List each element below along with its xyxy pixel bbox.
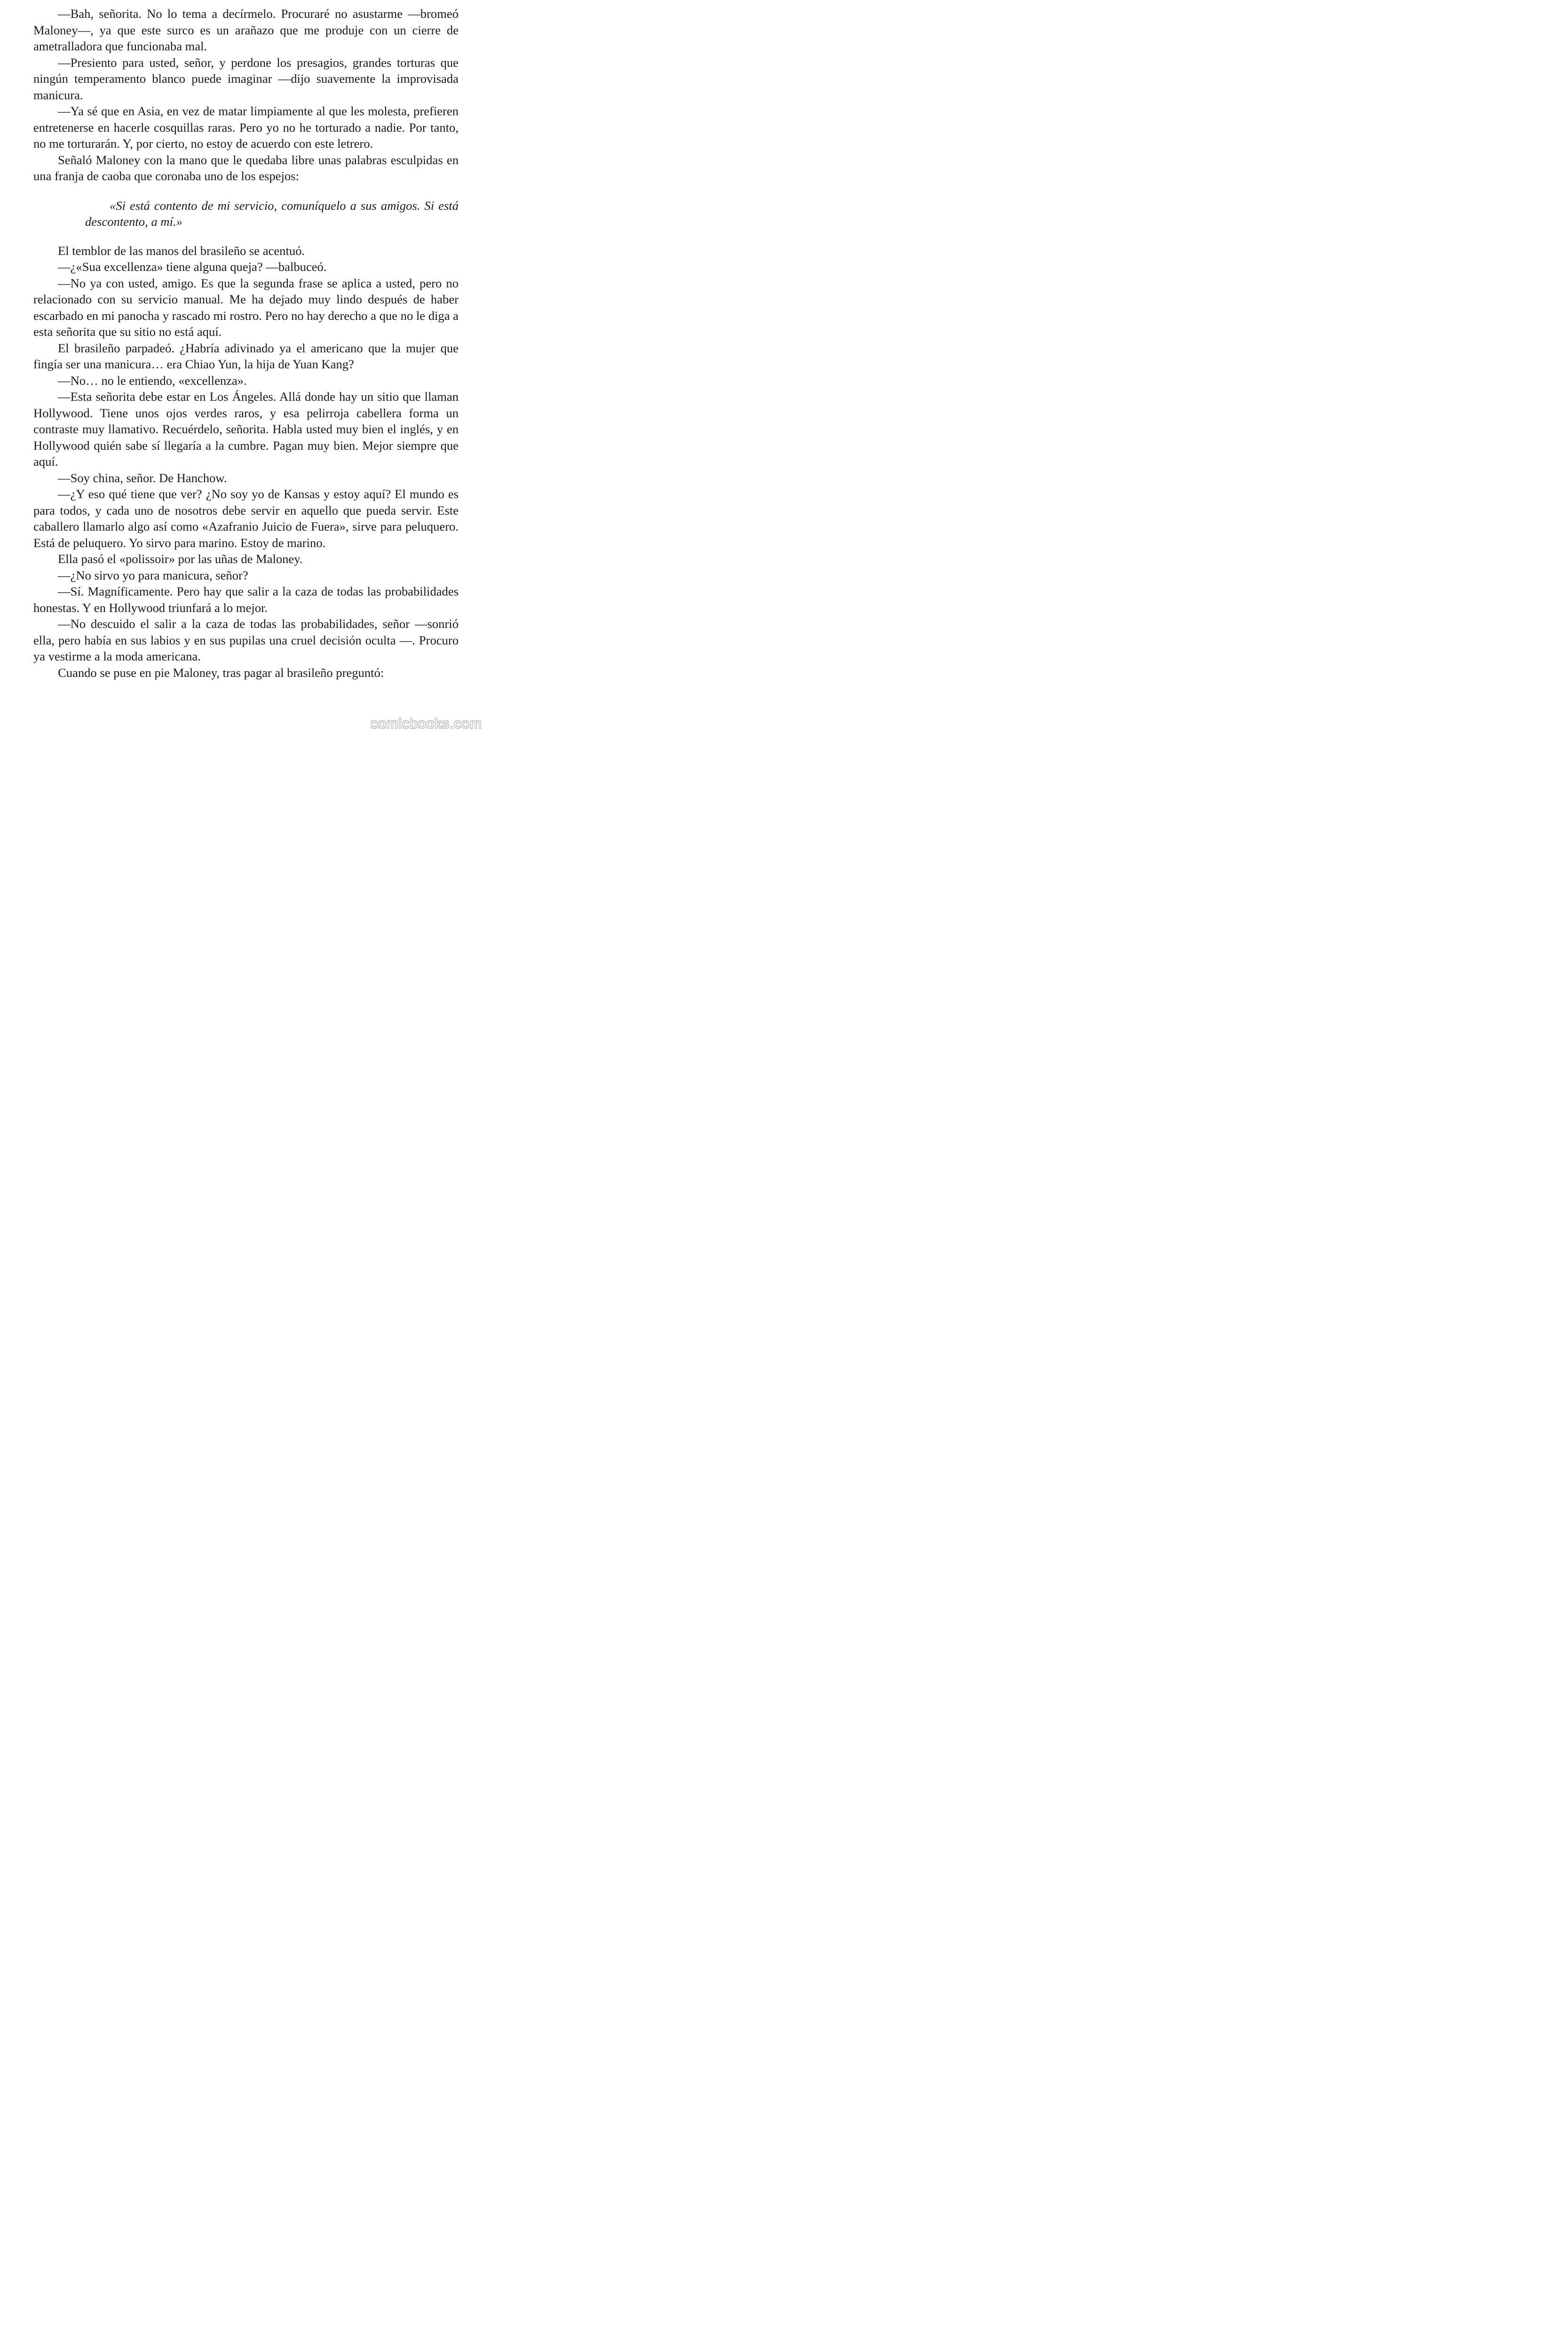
- paragraph: —¿«Sua excellenza» tiene alguna queja? —balbuceó.: [58, 260, 327, 274]
- watermark: comicbooks.com: [370, 716, 482, 731]
- book-page: [33, 6, 459, 681]
- paragraph: —Ya sé que en Asia, en vez de matar limpiamente al que les molesta, prefieren entretenerse en hacerle cosquillas raras. Pero yo no he torturado a nadie. Por tanto, no me torturarán. Y, por cierto, no estoy de acuerdo con este letrero.: [33, 104, 459, 151]
- paragraph: El temblor de las manos del brasileño se acentuó.: [58, 243, 305, 258]
- paragraph: —Presiento para usted, señor, y perdone los presagios, grandes torturas que ningún temperamento blanco puede imaginar —dijo suavemente la improvisada manicura.: [33, 55, 459, 102]
- paragraph: El brasileño parpadeó. ¿Habría adivinado ya el americano que la mujer que fingía ser una manicura… era Chiao Yun, la hija de Yuan Kang?: [33, 341, 459, 371]
- paragraph: —Soy china, señor. De Hanchow.: [58, 470, 227, 485]
- paragraph: —¿Y eso qué tiene que ver? ¿No soy yo de Kansas y estoy aquí? El mundo es para todos, y cada uno de nosotros debe servir en aquello que pueda servir. Este caballero llamarlo algo así como «Azafranio Juicio de Fuera», sirve para peluquero. Está de peluquero. Yo sirvo para marino. Estoy de marino.: [33, 487, 459, 550]
- paragraph: Ella pasó el «polissoir» por las uñas de Maloney.: [58, 552, 303, 566]
- paragraph: —Sí. Magníficamente. Pero hay que salir a la caza de todas las probabilidades honestas. Y en Hollywood triunfará a lo mejor.: [33, 584, 459, 615]
- paragraph: Señaló Maloney con la mano que le quedaba libre unas palabras esculpidas en una franja de caoba que coronaba uno de los espejos:: [33, 152, 459, 183]
- paragraph: —Bah, señorita. No lo tema a decírmelo. Procuraré no asustarme —bromeó Maloney—, ya que este surco es un arañazo que me produje con un cierre de ametralladora que funcionaba mal.: [33, 7, 459, 53]
- paragraph: —¿No sirvo yo para manicura, señor?: [58, 568, 248, 582]
- paragraph: —No ya con usted, amigo. Es que la segunda frase se aplica a usted, pero no relacionado con su servicio manual. Me ha dejado muy lindo después de haber escarbado en mi panocha y rascado mi rostro. Pero no hay derecho a que no le diga a esta señorita que su sitio no está aquí.: [33, 276, 459, 339]
- inscription-quote: «Si está contento de mi servicio, comuníquelo a sus amigos. Si está descontento, a mí.»: [85, 198, 459, 229]
- paragraph: —No… no le entiendo, «excellenza».: [58, 373, 247, 388]
- paragraph: —No descuido el salir a la caza de todas las probabilidades, señor —sonrió ella, pero había en sus labios y en sus pupilas una cruel decisión oculta —. Procuro ya vestirme a la moda americana.: [33, 617, 459, 663]
- paragraph: Cuando se puse en pie Maloney, tras pagar al brasileño preguntó:: [58, 665, 384, 680]
- paragraph: —Esta señorita debe estar en Los Ángeles. Allá donde hay un sitio que llaman Hollywood. Tiene unos ojos verdes raros, y esa pelirroja cabellera forma un contraste muy llamativo. Recuérdelo, señorita. Habla usted muy bien el inglés, y en Hollywood quién sabe sí llegaría a la cumbre. Pagan muy bien. Mejor siempre que aquí.: [33, 389, 459, 469]
